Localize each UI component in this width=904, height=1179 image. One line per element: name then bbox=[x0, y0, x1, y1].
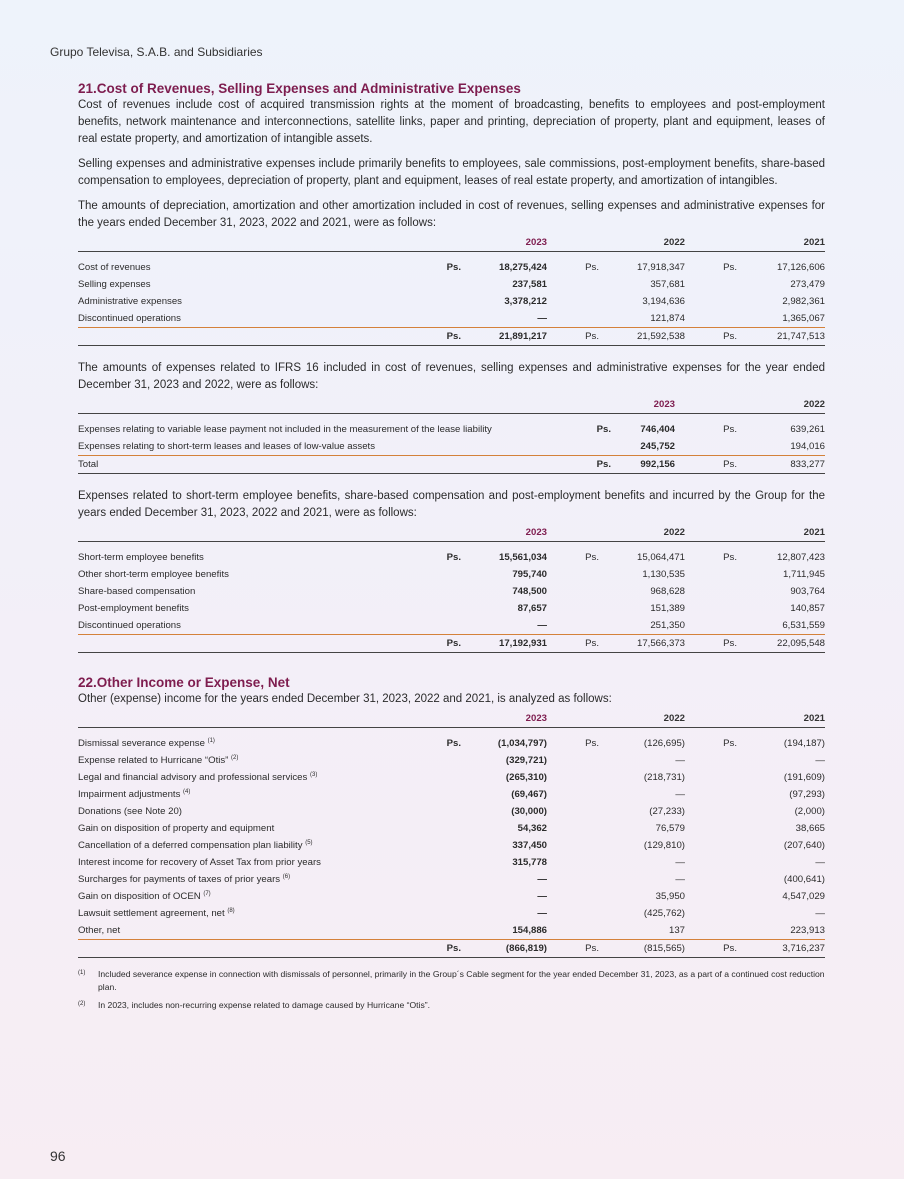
s21-paragraph-1: Cost of revenues include cost of acquired transmission rights at the moment of broadcasting, benefits to employees and post-employment benefits, network maintenance and interconnections, satellite links, paper and printing, depreciation of property, plant and equipment, leases of real estate property, and amortization of intangible assets. bbox=[78, 99, 825, 145]
total-2022: (815,565) bbox=[599, 940, 685, 958]
currency-label: Ps. bbox=[675, 456, 737, 474]
table-row bbox=[78, 769, 825, 786]
value-2022: — bbox=[675, 755, 685, 766]
value-2022: — bbox=[675, 857, 685, 868]
table-row bbox=[78, 421, 825, 438]
currency-label: Ps. bbox=[433, 635, 461, 653]
currency-label: Ps. bbox=[446, 552, 461, 563]
year-2023: 2023 bbox=[461, 710, 547, 728]
row-label bbox=[78, 871, 433, 888]
s21-paragraph-2: Selling expenses and administrative expenses include primarily benefits to employees, sale commissions, post-employment benefits, share-based compensation to employees, depreciation of property, plant and equipment, leases of real estate property, and amortization of intangibles. bbox=[78, 158, 825, 187]
table-row bbox=[78, 888, 825, 905]
total-2022: 833,277 bbox=[737, 456, 825, 474]
total-2021: 21,747,513 bbox=[737, 328, 825, 346]
footnote-mark: (1) bbox=[78, 970, 86, 976]
table-row bbox=[78, 752, 825, 769]
row-label: Post-employment benefits bbox=[78, 603, 189, 614]
currency-label: Ps. bbox=[433, 940, 461, 958]
value-2022: — bbox=[675, 874, 685, 885]
value-2022: (129,810) bbox=[643, 840, 685, 851]
other-income-table bbox=[78, 710, 825, 958]
s21-paragraph-5: Expenses related to short-term employee benefits, share-based compensation and post-employment benefits and incurred by the Group for the years ended December 31, 2023, 2022 and 2021, were as follows: bbox=[78, 490, 825, 519]
footnote-ref: (1) bbox=[207, 737, 215, 744]
value-2022: 251,350 bbox=[599, 617, 685, 635]
table-header bbox=[78, 396, 825, 414]
value-2022: 1,130,535 bbox=[642, 569, 685, 580]
value-2021: 4,547,029 bbox=[782, 891, 825, 902]
depreciation-table bbox=[78, 234, 825, 346]
total-row bbox=[78, 940, 825, 958]
value-2022: (425,762) bbox=[643, 908, 685, 919]
row-label bbox=[78, 888, 433, 905]
total-2023: 17,192,931 bbox=[461, 635, 547, 653]
value-2022: 194,016 bbox=[737, 438, 825, 456]
table-row bbox=[78, 600, 825, 617]
footnote-ref: (5) bbox=[305, 839, 313, 846]
value-2021: (191,609) bbox=[783, 772, 825, 783]
value-2021: (97,293) bbox=[789, 789, 825, 800]
table-row bbox=[78, 922, 825, 940]
row-label: Cost of revenues bbox=[78, 262, 151, 273]
value-2021: 17,126,606 bbox=[776, 262, 825, 273]
value-2022: (218,731) bbox=[643, 772, 685, 783]
currency-label: Ps. bbox=[723, 262, 737, 273]
year-2022: 2022 bbox=[599, 234, 685, 252]
value-2022: (126,695) bbox=[643, 738, 685, 749]
value-2023: — bbox=[537, 908, 547, 919]
total-2021: 3,716,237 bbox=[737, 940, 825, 958]
currency-label: Ps. bbox=[723, 738, 737, 749]
value-2022: 137 bbox=[599, 922, 685, 940]
total-2023: 992,156 bbox=[611, 456, 675, 474]
currency-label: Ps. bbox=[596, 424, 611, 435]
value-2021: — bbox=[815, 755, 825, 766]
year-2021: 2021 bbox=[737, 524, 825, 542]
row-label: Administrative expenses bbox=[78, 296, 182, 307]
value-2023: 337,450 bbox=[512, 840, 547, 851]
currency-label: Ps. bbox=[547, 940, 599, 958]
table-header bbox=[78, 234, 825, 252]
value-2023: (30,000) bbox=[511, 806, 547, 817]
row-label: Other short-term employee benefits bbox=[78, 569, 229, 580]
value-2022: 639,261 bbox=[790, 424, 825, 435]
currency-label: Ps. bbox=[585, 262, 599, 273]
value-2022: 3,194,636 bbox=[642, 296, 685, 307]
footnote-ref: (4) bbox=[183, 788, 191, 795]
value-2023: 18,275,424 bbox=[498, 262, 547, 273]
value-2021: 2,982,361 bbox=[782, 296, 825, 307]
value-2023: 154,886 bbox=[461, 922, 547, 940]
total-row bbox=[78, 456, 825, 474]
value-2022: 121,874 bbox=[599, 310, 685, 328]
value-2022: 76,579 bbox=[655, 823, 685, 834]
s21-paragraph-3: The amounts of depreciation, amortization and other amortization included in cost of revenues, selling expenses and administrative expenses for the years ended December 31, 2023, 2022 and 2021, were as follows: bbox=[78, 200, 825, 229]
page-number: 96 bbox=[50, 1148, 66, 1164]
table-row bbox=[78, 854, 825, 871]
footnote-ref: (3) bbox=[310, 771, 318, 778]
value-2023: 748,500 bbox=[512, 586, 547, 597]
table-row bbox=[78, 293, 825, 310]
employee-benefits-table bbox=[78, 524, 825, 653]
value-2021: (400,641) bbox=[783, 874, 825, 885]
year-2021: 2021 bbox=[737, 710, 825, 728]
currency-label: Ps. bbox=[446, 738, 461, 749]
footnote-1 bbox=[78, 968, 825, 994]
year-2023: 2023 bbox=[461, 524, 547, 542]
currency-label: Ps. bbox=[685, 635, 737, 653]
row-label-text: Cancellation of a deferred compensation plan liability bbox=[78, 840, 303, 851]
currency-label: Ps. bbox=[585, 552, 599, 563]
row-label: Short-term employee benefits bbox=[78, 552, 204, 563]
section-21-title: 21.Cost of Revenues, Selling Expenses and Administrative Expenses bbox=[78, 81, 521, 96]
value-2021: 1,365,067 bbox=[737, 310, 825, 328]
total-2022: 21,592,538 bbox=[599, 328, 685, 346]
row-label-text: Interest income for recovery of Asset Tax from prior years bbox=[78, 857, 321, 868]
row-label: Discontinued operations bbox=[78, 310, 433, 328]
value-2023: 15,561,034 bbox=[498, 552, 547, 563]
value-2023: (329,721) bbox=[505, 755, 547, 766]
value-2021: 38,665 bbox=[795, 823, 825, 834]
table-row bbox=[78, 259, 825, 276]
row-label: Expenses relating to short-term leases and leases of low-value assets bbox=[78, 438, 583, 456]
total-label: Total bbox=[78, 456, 583, 474]
year-2021: 2021 bbox=[737, 234, 825, 252]
footnote-text: Included severance expense in connection with dismissals of personnel, primarily in the Group´s Cable segment for the year ended December 31, 2023, as a part of a continued cost reduction plan. bbox=[98, 969, 825, 992]
value-2023: — bbox=[461, 617, 547, 635]
total-row bbox=[78, 635, 825, 653]
row-label-text: Donations (see Note 20) bbox=[78, 806, 182, 817]
value-2021: 12,807,423 bbox=[776, 552, 825, 563]
table-row bbox=[78, 837, 825, 854]
row-label bbox=[78, 752, 433, 769]
table-row bbox=[78, 905, 825, 922]
value-2021: 223,913 bbox=[737, 922, 825, 940]
row-label-text: Lawsuit settlement agreement, net bbox=[78, 908, 225, 919]
value-2021: (2,000) bbox=[794, 806, 825, 817]
value-2022: 968,628 bbox=[650, 586, 685, 597]
row-label: Share-based compensation bbox=[78, 586, 196, 597]
year-2023: 2023 bbox=[461, 234, 547, 252]
footnote-ref: (2) bbox=[231, 754, 239, 761]
page-header: Grupo Televisa, S.A.B. and Subsidiaries bbox=[50, 45, 263, 59]
section-22-title: 22.Other Income or Expense, Net bbox=[78, 675, 290, 690]
row-label: Selling expenses bbox=[78, 279, 151, 290]
footnote-ref: (6) bbox=[282, 873, 291, 880]
value-2021: (194,187) bbox=[783, 738, 825, 749]
value-2021: 1,711,945 bbox=[783, 569, 825, 580]
total-2023: (866,819) bbox=[461, 940, 547, 958]
value-2021: 903,764 bbox=[790, 586, 825, 597]
value-2021: — bbox=[815, 908, 825, 919]
value-2023: 746,404 bbox=[640, 424, 675, 435]
year-2023: 2023 bbox=[611, 396, 675, 414]
row-label-text: Gain on disposition of OCEN bbox=[78, 891, 201, 902]
value-2023: 87,657 bbox=[517, 603, 547, 614]
value-2022: — bbox=[675, 789, 685, 800]
value-2023: 795,740 bbox=[512, 569, 547, 580]
value-2023: (1,034,797) bbox=[497, 738, 547, 749]
table-row bbox=[78, 735, 825, 752]
row-label bbox=[78, 922, 433, 940]
value-2023: 315,778 bbox=[512, 857, 547, 868]
table-header bbox=[78, 710, 825, 728]
table-row bbox=[78, 310, 825, 328]
row-label bbox=[78, 769, 433, 786]
row-label bbox=[78, 905, 433, 922]
value-2021: — bbox=[815, 857, 825, 868]
row-label-text: Dismissal severance expense bbox=[78, 738, 205, 749]
currency-label: Ps. bbox=[446, 262, 461, 273]
row-label bbox=[78, 786, 433, 803]
row-label-text: Legal and financial advisory and professional services bbox=[78, 772, 308, 783]
currency-label: Ps. bbox=[723, 552, 737, 563]
year-2022: 2022 bbox=[737, 396, 825, 414]
row-label-text: Gain on disposition of property and equipment bbox=[78, 823, 275, 834]
row-label: Discontinued operations bbox=[78, 617, 433, 635]
currency-label: Ps. bbox=[583, 456, 611, 474]
value-2021: 140,857 bbox=[790, 603, 825, 614]
currency-label: Ps. bbox=[433, 328, 461, 346]
row-label bbox=[78, 837, 433, 854]
total-row bbox=[78, 328, 825, 346]
year-2022: 2022 bbox=[599, 524, 685, 542]
value-2023: 3,378,212 bbox=[504, 296, 547, 307]
value-2023: 237,581 bbox=[512, 279, 547, 290]
value-2022: 17,918,347 bbox=[636, 262, 685, 273]
value-2021: 6,531,559 bbox=[737, 617, 825, 635]
ifrs16-table bbox=[78, 396, 825, 474]
footnote-ref: (8) bbox=[227, 907, 235, 914]
footnote-2 bbox=[78, 999, 825, 1012]
row-label-text: Surcharges for payments of taxes of prior years bbox=[78, 874, 281, 885]
table-row bbox=[78, 871, 825, 888]
row-label bbox=[78, 854, 433, 871]
value-2023: (265,310) bbox=[505, 772, 547, 783]
table-header bbox=[78, 524, 825, 542]
value-2021: (207,640) bbox=[783, 840, 825, 851]
value-2023: — bbox=[537, 874, 547, 885]
row-label bbox=[78, 820, 433, 837]
value-2022: 151,389 bbox=[650, 603, 685, 614]
table-row bbox=[78, 276, 825, 293]
currency-label: Ps. bbox=[547, 635, 599, 653]
row-label bbox=[78, 803, 433, 820]
total-2022: 17,566,373 bbox=[599, 635, 685, 653]
value-2021: 273,479 bbox=[790, 279, 825, 290]
footnote-text: In 2023, includes non-recurring expense related to damage caused by Hurricane “Otis”. bbox=[98, 1000, 430, 1010]
table-row bbox=[78, 566, 825, 583]
value-2023: 54,362 bbox=[517, 823, 547, 834]
total-2023: 21,891,217 bbox=[461, 328, 547, 346]
table-row bbox=[78, 820, 825, 837]
currency-label: Ps. bbox=[723, 424, 737, 435]
row-label-text: Expense related to Hurricane “Otis” bbox=[78, 755, 229, 766]
currency-label: Ps. bbox=[685, 940, 737, 958]
table-row bbox=[78, 438, 825, 456]
value-2023: (69,467) bbox=[511, 789, 547, 800]
value-2022: 15,064,471 bbox=[636, 552, 685, 563]
footnote-mark: (2) bbox=[78, 1001, 86, 1007]
row-label-text: Impairment adjustments bbox=[78, 789, 181, 800]
value-2023: 245,752 bbox=[611, 438, 675, 456]
main-content bbox=[78, 81, 825, 1017]
value-2022: (27,233) bbox=[649, 806, 685, 817]
row-label bbox=[78, 735, 433, 752]
table-row bbox=[78, 549, 825, 566]
s21-paragraph-4: The amounts of expenses related to IFRS 16 included in cost of revenues, selling expenses and administrative expenses for the year ended December 31, 2023 and 2022, were as follows: bbox=[78, 362, 825, 391]
currency-label: Ps. bbox=[585, 738, 599, 749]
table-row bbox=[78, 617, 825, 635]
footnote-ref: (7) bbox=[203, 890, 211, 897]
value-2023: — bbox=[461, 310, 547, 328]
year-2022: 2022 bbox=[599, 710, 685, 728]
table-row bbox=[78, 583, 825, 600]
currency-label: Ps. bbox=[685, 328, 737, 346]
table-row bbox=[78, 803, 825, 820]
table-row bbox=[78, 786, 825, 803]
value-2023: — bbox=[537, 891, 547, 902]
value-2022: 35,950 bbox=[655, 891, 685, 902]
currency-label: Ps. bbox=[547, 328, 599, 346]
s22-paragraph-1: Other (expense) income for the years ended December 31, 2023, 2022 and 2021, is analyzed as follows: bbox=[78, 693, 612, 705]
total-2021: 22,095,548 bbox=[737, 635, 825, 653]
row-label: Expenses relating to variable lease payment not included in the measurement of the lease liability bbox=[78, 424, 492, 435]
value-2022: 357,681 bbox=[650, 279, 685, 290]
row-label-text: Other, net bbox=[78, 925, 121, 936]
